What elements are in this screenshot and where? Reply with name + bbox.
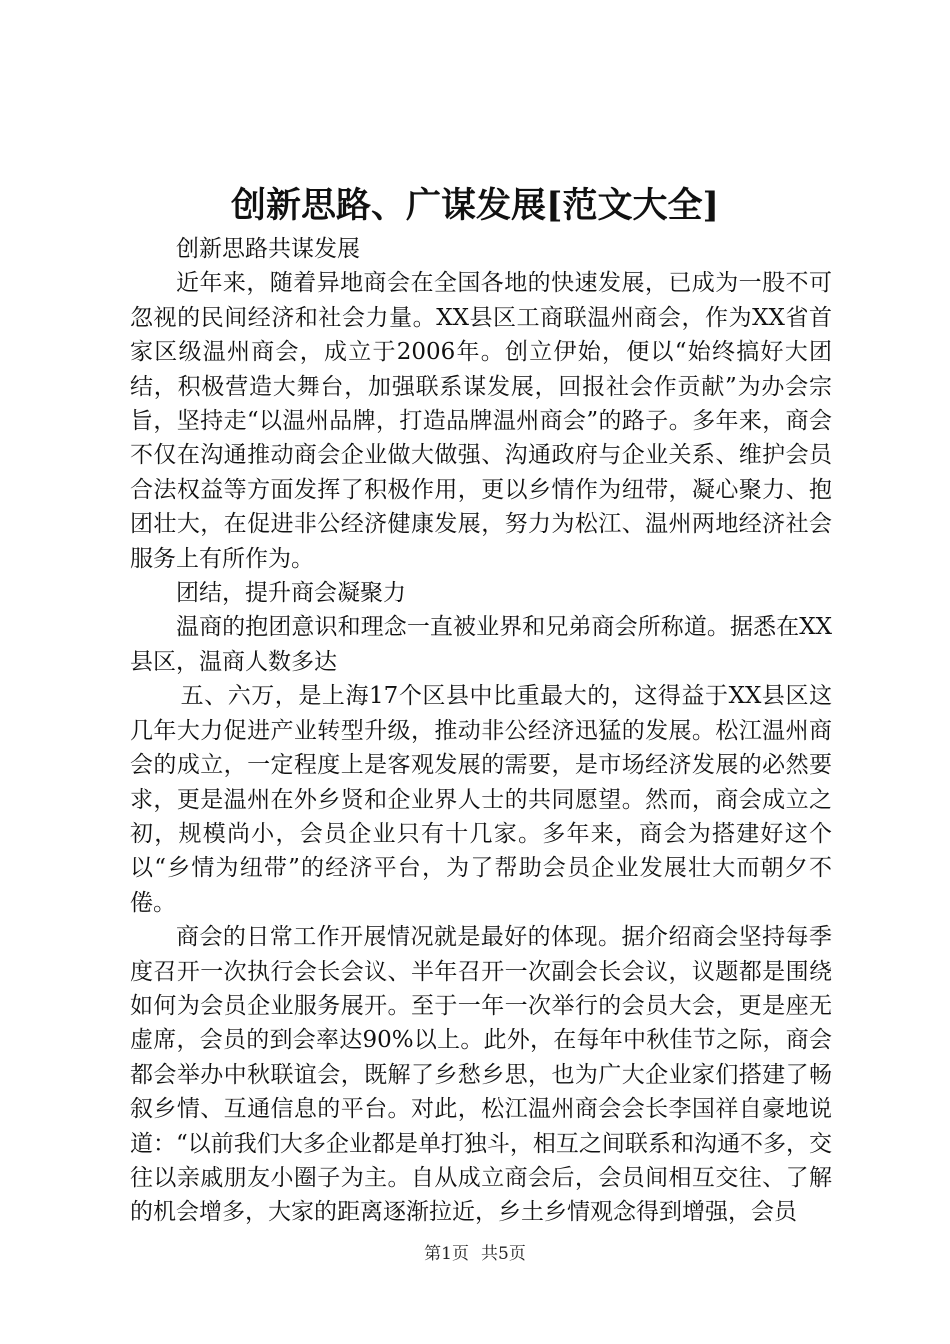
- page-number: 第1页: [424, 1244, 469, 1264]
- page-total: 共5页: [481, 1244, 526, 1264]
- body-paragraph: 温商的抱团意识和理念一直被业界和兄弟商会所称道。据悉在XX县区，温商人数多达: [130, 614, 832, 675]
- section-heading: 创新思路共谋发展: [176, 236, 360, 262]
- document-body: [130, 232, 832, 1230]
- body-paragraph: 五、六万，是上海17个区县中比重最大的，这得益于XX县区这几年大力促进产业转型升级，推动非公经济迅猛的发展。松江温州商会的成立，一定程度上是客观发展的需要，是市场经济发展的必然要求，更是温州在外乡贤和企业界人士的共同愿望。然而，商会成立之初，规模尚小，会员企业只有十几家。多年来，商会为搭建好这个以“乡情为纽带”的经济平台，为了帮助会员企业发展壮大而朝夕不倦。: [130, 683, 832, 916]
- page-footer: [0, 1242, 950, 1266]
- body-paragraph: 商会的日常工作开展情况就是最好的体现。据介绍商会坚持每季度召开一次执行会长会议、半年召开一次副会长会议，议题都是围绕如何为会员企业服务展开。至于一年一次举行的会员大会，更是座无虚席，会员的到会率达90%以上。此外，在每年中秋佳节之际，商会都会举办中秋联谊会，既解了乡愁乡思，也为广大企业家们搭建了畅叙乡情、互通信息的平台。对此，松江温州商会会长李国祥自豪地说道：“以前我们大多企业都是单打独斗，相互之间联系和沟通不多，交往以亲戚朋友小圈子为主。自从成立商会后，会员间相互交往、了解的机会增多，大家的距离逐渐拉近，乡土乡情观念得到增强，会员: [130, 924, 832, 1226]
- body-paragraph: 近年来，随着异地商会在全国各地的快速发展，已成为一股不可忽视的民间经济和社会力量。XX县区工商联温州商会，作为XX省首家区级温州商会，成立于2006年。创立伊始，便以“始终搞好大团结，积极营造大舞台，加强联系谋发展，回报社会作贡献”为办会宗旨，坚持走“以温州品牌，打造品牌温州商会”的路子。多年来，商会不仅在沟通推动商会企业做大做强、沟通政府与企业关系、维护会员合法权益等方面发挥了积极作用，更以乡情作为纽带，凝心聚力、抱团壮大，在促进非公经济健康发展，努力为松江、温州两地经济社会服务上有所作为。: [130, 270, 832, 572]
- document-title: 创新思路、广谋发展[范文大全]: [230, 185, 720, 226]
- section-heading: 团结，提升商会凝聚力: [176, 580, 406, 607]
